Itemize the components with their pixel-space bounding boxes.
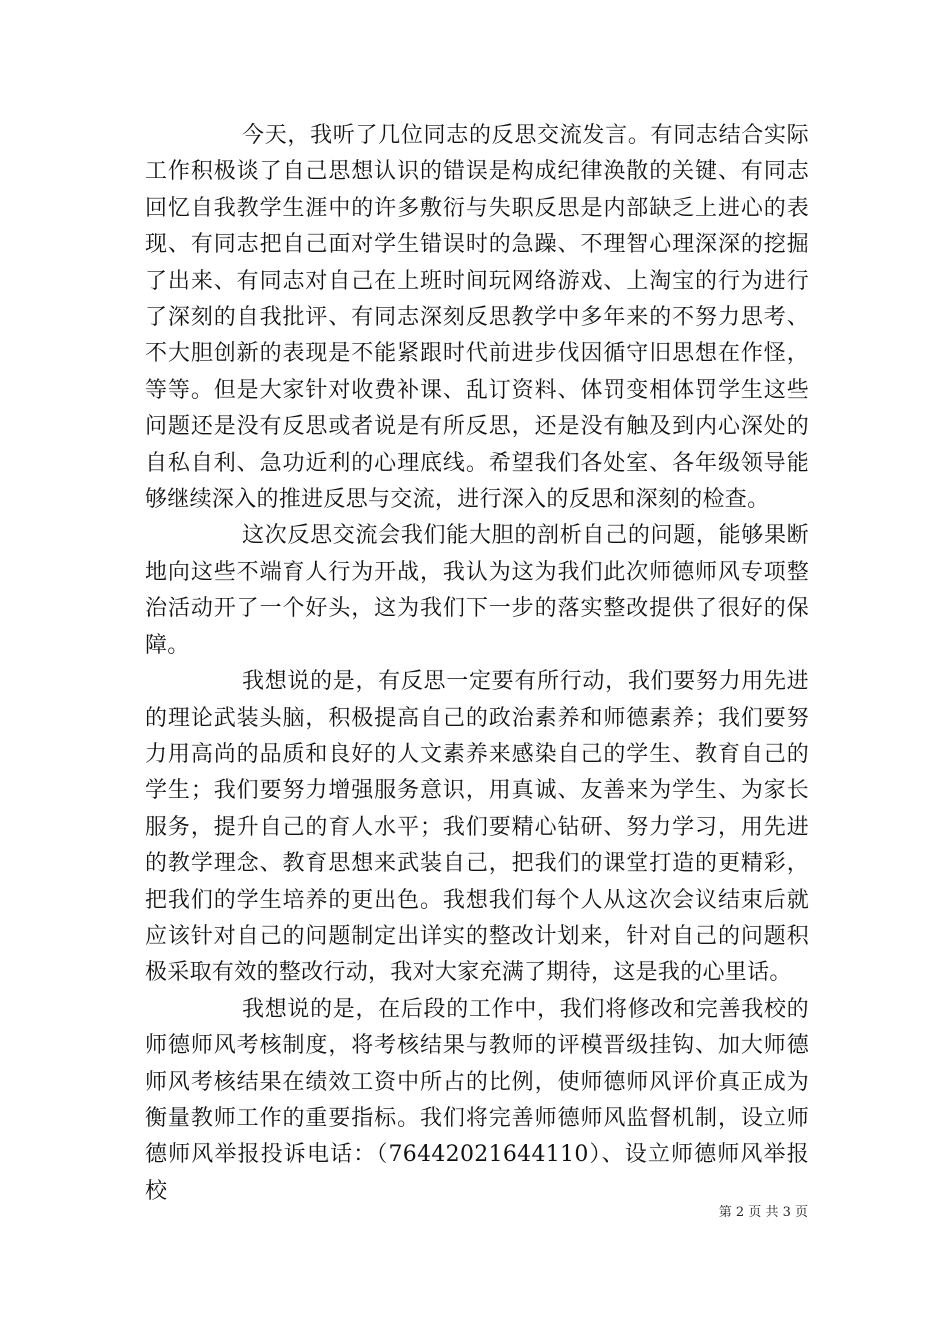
page-number: 第 2 页 共 3 页 <box>718 1205 808 1220</box>
body-text <box>145 118 809 1210</box>
paragraph-future-measures: 我想说的是，在后段的工作中，我们将修改和完善我校的师德师风考核制度，将考核结果与教师的评模晋级挂钩、加大师德师风考核结果在绩效工资中所占的比例，使师德师风评价真正成为衡量教师工作的重要指标。我们将完善师德师风监督机制，设立师德师风举报投诉电话：（76442021644110）、设立师德师风举报校 <box>145 996 809 1204</box>
paragraph-meeting-outcome: 这次反思交流会我们能大胆的剖析自己的问题，能够果断地向这些不端育人行为开战，我认为这为我们此次师德师风专项整治活动开了一个好头，这为我们下一步的落实整改提供了很好的保障。 <box>145 523 809 658</box>
paragraph-action-call: 我想说的是，有反思一定要有所行动，我们要努力用先进的理论武装头脑，积极提高自己的政治素养和师德素养；我们要努力用高尚的品质和良好的人文素养来感染自己的学生、教育自己的学生；我们要努力增强服务意识，用真诚、友善来为学生、为家长服务，提升自己的育人水平；我们要精心钻研、努力学习，用先进的教学理念、教育思想来武装自己，把我们的课堂打造的更精彩，把我们的学生培养的更出色。我想我们每个人从这次会议结束后就应该针对自己的问题制定出详实的整改计划来，针对自己的问题积极采取有效的整改行动，我对大家充满了期待，这是我的心里话。 <box>145 669 809 986</box>
paragraph-reflection-summary: 今天，我听了几位同志的反思交流发言。有同志结合实际工作积极谈了自己思想认识的错误是构成纪律涣散的关键、有同志回忆自我教学生涯中的许多敷衍与失职反思是内部缺乏上进心的表现、有同志把自己面对学生错误时的急躁、不理智心理深深的挖掘了出来、有同志对自己在上班时间玩网络游戏、上淘宝的行为进行了深刻的自我批评、有同志深刻反思教学中多年来的不努力思考、不大胆创新的表现是不能紧跟时代前进步伐因循守旧思想在作怪，等等。但是大家针对收费补课、乱订资料、体罚变相体罚学生这些问题还是没有反思或者说是有所反思，还是没有触及到内心深处的自私自利、急功近利的心理底线。希望我们各处室、各年级领导能够继续深入的推进反思与交流，进行深入的反思和深刻的检查。 <box>145 123 809 513</box>
